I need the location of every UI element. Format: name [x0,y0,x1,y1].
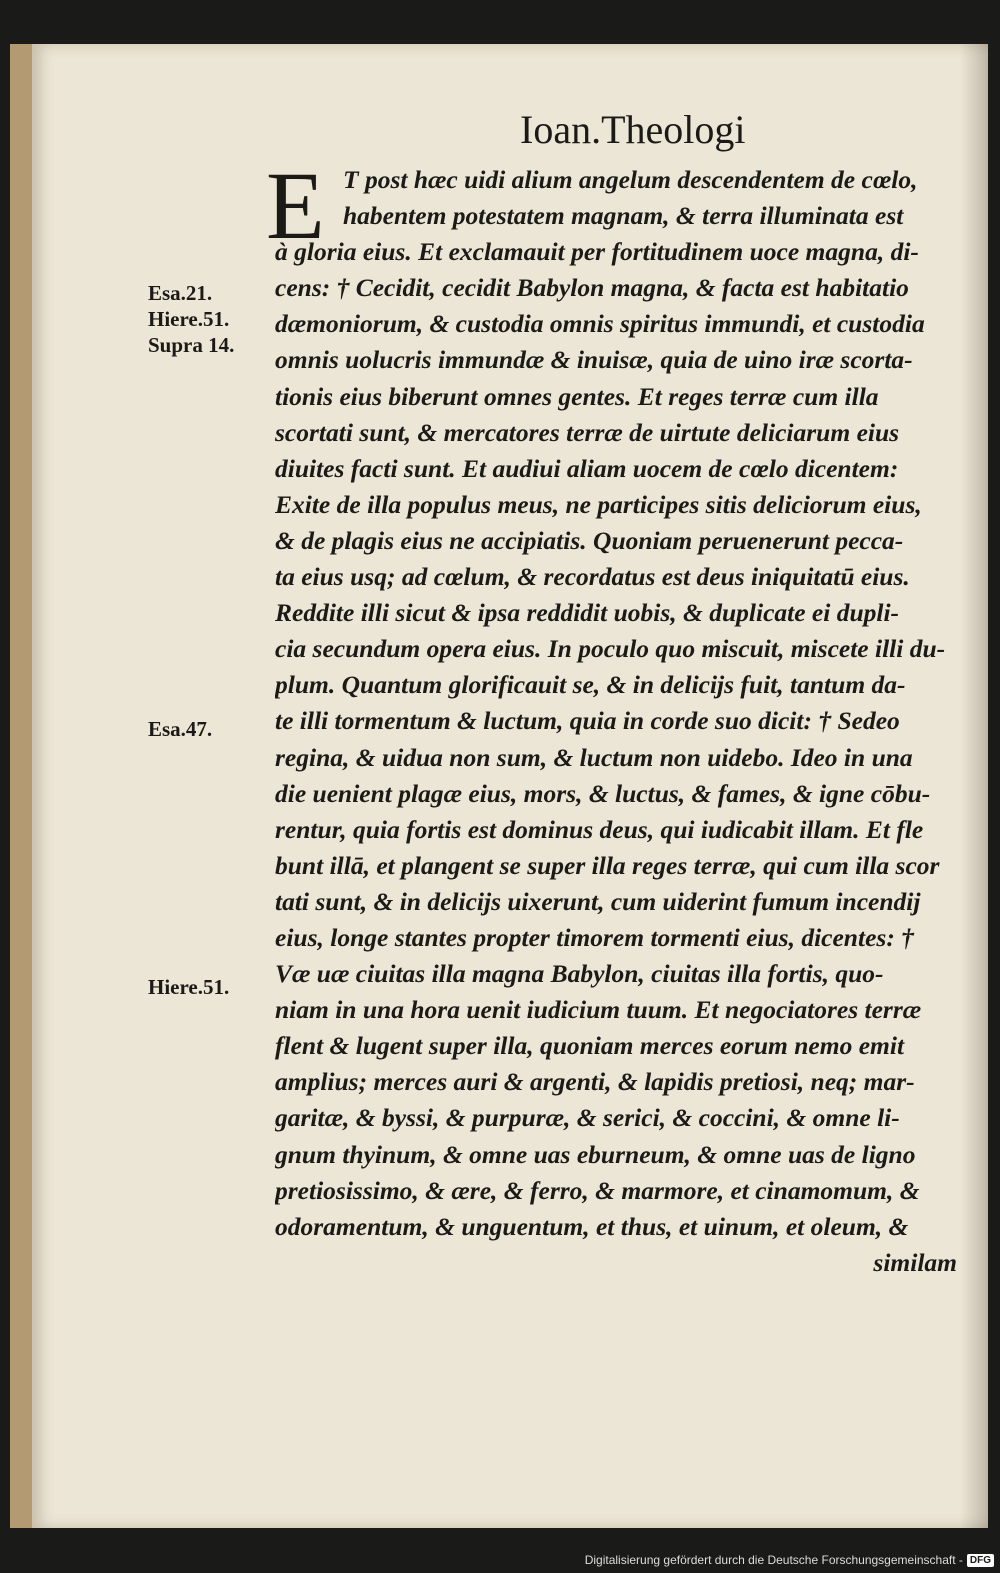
text-line: cia secundum opera eius. In poculo quo miscuit, miscete illi du- [275,634,946,664]
text-line: & de plagis eius ne accipiatis. Quoniam peruenerunt pecca- [275,525,904,555]
text-line: ta eius usq; ad cœlum, & recordatus est deus iniquitatū eius. [275,562,910,592]
text-line: plum. Quantum glorificauit se, & in delicijs fuit, tantum da- [275,670,906,700]
text-line: bunt illā, et plangent se super illa reges terræ, qui cum illa scor [275,850,940,880]
credit-text: Digitalisierung gefördert durch die Deutsche Forschungsgemeinschaft - [584,1553,963,1567]
text-line: cens: † Cecidit, cecidit Babylon magna, & facta est habitatio [275,273,909,303]
text-line: eius, longe stantes propter timorem tormenti eius, dicentes: † [275,922,914,952]
text-line: te illi tormentum & luctum, quia in corde suo dicit: † Sedeo [275,706,900,736]
text-line: Exite de illa populus meus, ne participes sitis deliciorum eius, [275,489,922,519]
margin-note: Hiere.51. [148,307,230,331]
text-line: niam in una hora uenit iudicium tuum. Et negociatores terræ [275,995,922,1025]
margin-note: Hiere.51. [148,975,230,999]
text-line: Væ uæ ciuitas illa magna Babylon, ciuitas illa fortis, quo- [275,959,884,989]
text-line: odoramentum, & unguentum, et thus, et uinum, et oleum, & [275,1211,909,1241]
text-line: garitæ, & byssi, & purpuræ, & serici, & coccini, & omne li- [275,1103,900,1133]
drop-cap: E [266,152,325,259]
text-line: amplius; merces auri & argenti, & lapidis pretiosi, neq; mar- [275,1067,915,1097]
margin-note: Esa.47. [148,717,213,741]
dfg-logo-icon: DFG [967,1554,994,1567]
text-line: tati sunt, & in delicijs uixerunt, cum uiderint fumum incendij [275,886,921,916]
text-line: T post hæc uidi alium angelum descendentem de cœlo, [343,165,918,194]
running-head: Ioan.Theologi [520,107,746,152]
margin-note: Supra 14. [148,333,235,357]
text-line: rentur, quia fortis est dominus deus, qui iudicabit illam. Et fle [275,814,924,844]
text-line: Reddite illi sicut & ipsa reddidit uobis, & duplicate ei dupli- [275,598,900,628]
text-line: dæmoniorum, & custodia omnis spiritus immundi, et custodia [275,309,925,339]
text-line: die uenient plagæ eius, mors, & luctus, & fames, & igne cōbu- [275,778,931,808]
text-line: à gloria eius. Et exclamauit per fortitudinem uoce magna, di- [275,237,919,267]
catchword: similam [873,1247,957,1277]
margin-note: Esa.21. [148,281,213,305]
text-line: pretiosissimo, & ære, & ferro, & marmore, et cinamomum, & [275,1175,920,1205]
text-line: diuites facti sunt. Et audiui aliam uocem de cœlo dicentem: [275,453,899,483]
digitization-credit [585,1549,994,1571]
text-line: gnum thyinum, & omne uas eburneum, & omne uas de ligno [275,1139,916,1169]
text-line: flent & lugent super illa, quoniam merces eorum nemo emit [275,1031,905,1061]
text-line: habentem potestatem magnam, & terra illuminata est [343,201,904,231]
text-line: omnis uolucris immundæ & inuisæ, quia de uino iræ scorta- [275,345,913,375]
body-text [275,162,965,1281]
text-line: scortati sunt, & mercatores terræ de uirtute deliciarum eius [275,417,900,447]
text-line: tionis eius biberunt omnes gentes. Et reges terræ cum illa [275,381,879,411]
text-line: regina, & uidua non sum, & luctum non uidebo. Ideo in una [275,742,913,772]
